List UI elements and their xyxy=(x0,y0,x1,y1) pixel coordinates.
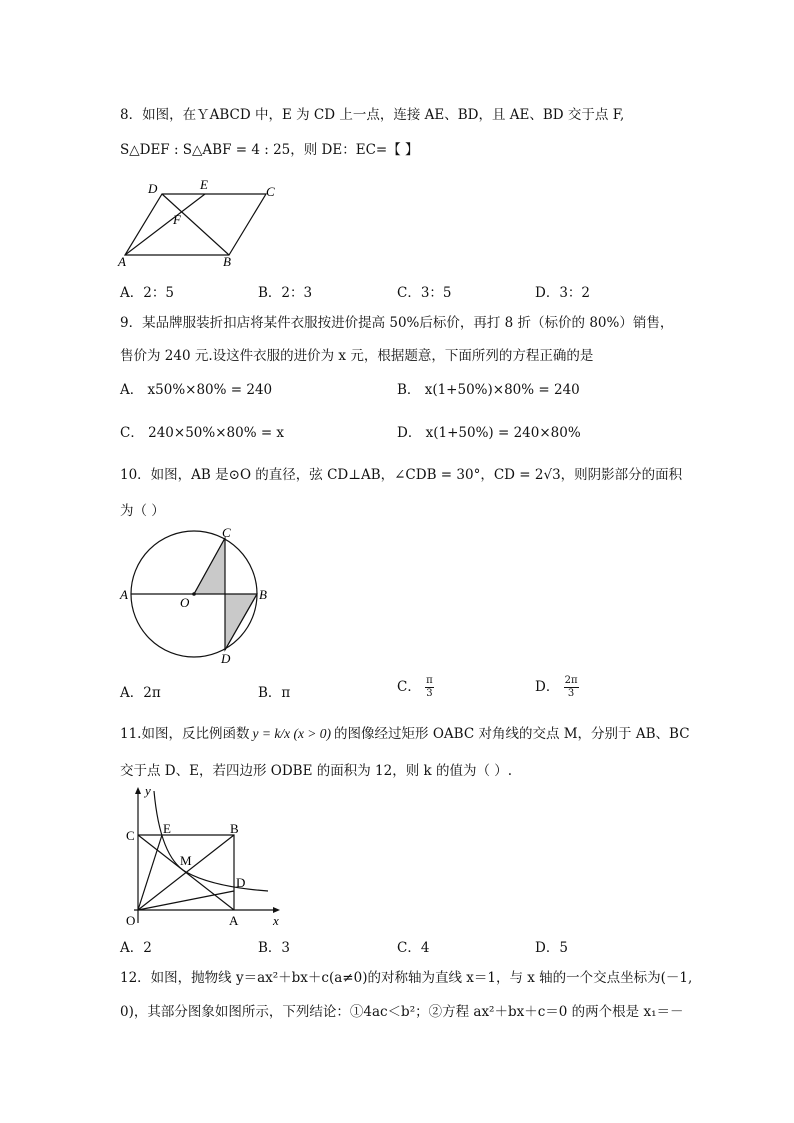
label-C: C xyxy=(126,828,135,843)
label-B: B xyxy=(223,254,231,269)
label-C: C xyxy=(266,184,275,199)
label-D: D xyxy=(148,181,158,196)
q9-option-d[interactable]: D． x(1+50%) = 240×80% xyxy=(397,425,581,441)
q8-line2: S△DEF : S△ABF = 4 : 25，则 DE：EC=【 】 xyxy=(120,142,419,158)
fraction-denominator: 3 xyxy=(567,688,575,699)
q11-figure xyxy=(118,783,288,928)
q11-option-b[interactable]: B．3 xyxy=(258,940,291,956)
fraction-denominator: 3 xyxy=(426,688,433,699)
label-A: A xyxy=(120,587,128,602)
q11-option-a[interactable]: A．2 xyxy=(120,940,152,956)
segment-od xyxy=(138,891,234,910)
label-F: F xyxy=(173,212,181,227)
label-y: y xyxy=(145,783,151,798)
q10-option-d-letter: D． xyxy=(535,679,560,695)
q11-function: y = k/x (x > 0) xyxy=(252,726,332,741)
center-point xyxy=(192,592,196,596)
q10-option-d-fraction xyxy=(564,676,579,699)
q10-option-c-fraction xyxy=(425,676,434,699)
hyperbola-curve xyxy=(154,791,268,891)
label-B: B xyxy=(259,587,267,602)
q10-line2: 为（ ） xyxy=(120,503,165,519)
q8-option-d[interactable]: D．3：2 xyxy=(535,285,591,301)
y-axis-arrow xyxy=(135,787,141,794)
q11-line1-start: 11.如图，反比例函数 xyxy=(120,726,250,742)
q8-figure xyxy=(110,176,290,269)
q8-line1: 8．如图，在ＹABCD 中，E 为 CD 上一点，连接 AE、BD，且 AE、BD 交于点 F, xyxy=(120,107,625,123)
q8-option-a[interactable]: A．2：5 xyxy=(120,285,174,301)
q11-option-c[interactable]: C．4 xyxy=(397,940,430,956)
q9-line1: 9．某品牌服装折扣店将某件衣服按进价提高 50%后标价，再打 8 折（标价的 80%）销售， xyxy=(120,315,674,331)
q9-option-b[interactable]: B． x(1+50%)×80% = 240 xyxy=(397,382,580,398)
q10-line1: 10．如图，AB 是⊙O 的直径，弦 CD⊥AB，∠CDB = 30°，CD = 2√3，则阴影部分的面积 xyxy=(120,467,683,483)
q10-option-d[interactable] xyxy=(535,675,579,699)
q8-option-b[interactable]: B．2：3 xyxy=(258,285,313,301)
q11-line1 xyxy=(120,722,690,742)
fraction-numerator: π xyxy=(426,675,433,686)
segment-oe xyxy=(138,835,162,910)
label-x: x xyxy=(273,913,279,928)
q10-figure xyxy=(118,524,278,669)
q10-option-c-letter: C． xyxy=(397,679,421,695)
label-A: A xyxy=(118,254,126,269)
fraction-numerator: 2π xyxy=(564,675,578,686)
segment-ae xyxy=(125,194,205,255)
label-E: E xyxy=(163,821,171,836)
q10-option-b[interactable]: B．π xyxy=(258,685,291,701)
q10-option-a[interactable]: A．2π xyxy=(120,685,161,701)
label-B: B xyxy=(230,821,239,836)
q9-option-a[interactable]: A． x50%×80% = 240 xyxy=(120,382,273,398)
label-M: M xyxy=(180,853,192,868)
label-D: D xyxy=(236,875,246,890)
q11-line1-end: 的图像经过矩形 OABC 对角线的交点 M，分别于 AB、BC xyxy=(334,726,690,742)
label-E: E xyxy=(200,177,208,192)
label-C: C xyxy=(222,525,231,540)
q12-line2: 0)，其部分图象如图所示，下列结论：①4ac＜b²；②方程 ax²＋bx＋c＝0 的两个根是 x₁＝－ xyxy=(120,1004,684,1020)
q11-line2: 交于点 D、E，若四边形 ODBE 的面积为 12，则 k 的值为（ ）. xyxy=(120,763,513,779)
label-O: O xyxy=(126,913,136,928)
q8-option-c[interactable]: C．3：5 xyxy=(397,285,452,301)
q9-option-c[interactable]: C． 240×50%×80% = x xyxy=(120,425,285,441)
q11-option-d[interactable]: D．5 xyxy=(535,940,568,956)
label-D: D xyxy=(221,651,231,666)
label-A: A xyxy=(229,913,239,928)
label-O: O xyxy=(180,595,190,610)
q10-option-c[interactable] xyxy=(397,675,434,699)
q12-line1: 12．如图，抛物线 y＝ax²＋bx＋c(a≠0)的对称轴为直线 x＝1，与 x 轴的一个交点坐标为(－1, xyxy=(120,970,693,986)
q9-line2: 售价为 240 元.设这件衣服的进价为 x 元，根据题意，下面所列的方程正确的是 xyxy=(120,348,594,364)
